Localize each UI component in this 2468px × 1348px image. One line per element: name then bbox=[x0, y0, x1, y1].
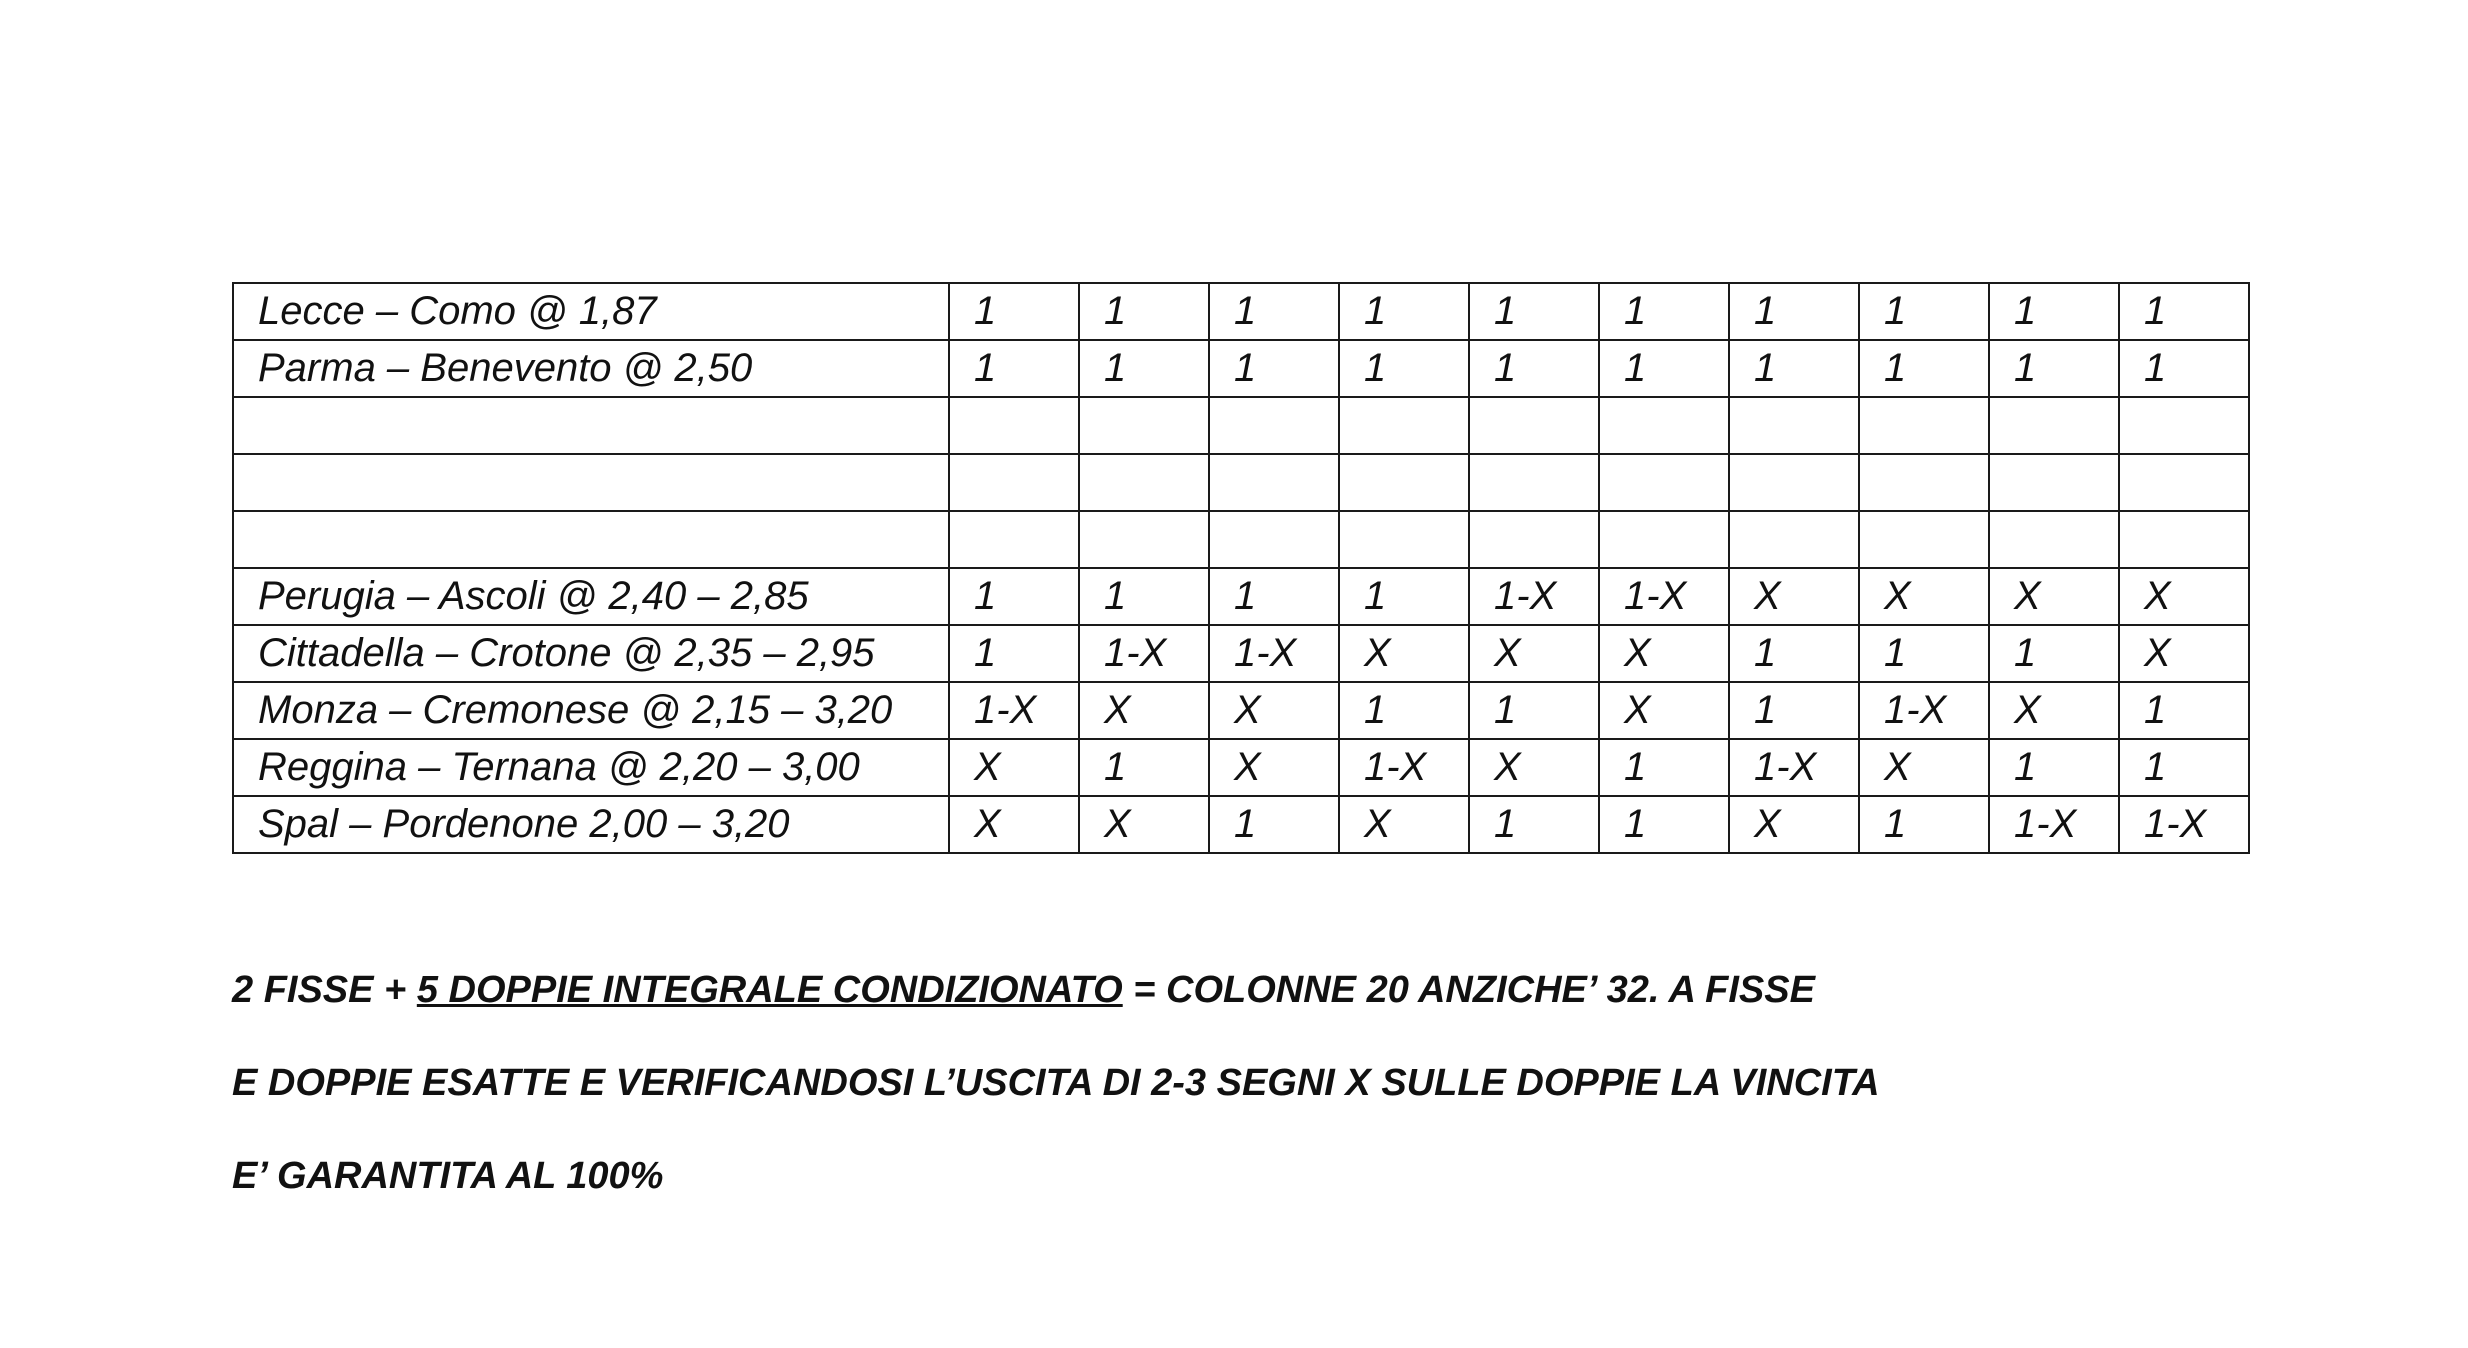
match-cell: Reggina – Ternana @ 2,20 – 3,00 bbox=[233, 739, 949, 796]
sign-cell bbox=[2119, 397, 2249, 454]
sign-cell: 1 bbox=[1859, 625, 1989, 682]
sign-cell bbox=[1339, 454, 1469, 511]
sign-cell: X bbox=[1599, 625, 1729, 682]
sign-cell: X bbox=[1079, 682, 1209, 739]
sign-cell bbox=[1729, 454, 1859, 511]
table-row bbox=[233, 511, 2249, 568]
sign-cell: X bbox=[1729, 796, 1859, 853]
sign-cell: 1-X bbox=[2119, 796, 2249, 853]
sign-cell: 1 bbox=[949, 283, 1079, 340]
sign-cell: 1 bbox=[2119, 340, 2249, 397]
sign-cell: 1 bbox=[2119, 682, 2249, 739]
sign-cell: 1-X bbox=[1859, 682, 1989, 739]
sign-cell: 1 bbox=[1599, 796, 1729, 853]
note-line-1-underlined: 5 DOPPIE INTEGRALE CONDIZIONATO bbox=[416, 969, 1123, 1011]
sign-cell bbox=[1079, 511, 1209, 568]
note-line-1-start: 2 FISSE + bbox=[232, 969, 417, 1011]
sign-cell: 1 bbox=[1469, 340, 1599, 397]
sign-cell: 1 bbox=[1599, 283, 1729, 340]
sign-cell: X bbox=[1989, 682, 2119, 739]
sign-cell: X bbox=[1469, 739, 1599, 796]
match-cell bbox=[233, 397, 949, 454]
sign-cell bbox=[1989, 454, 2119, 511]
sign-cell bbox=[1339, 397, 1469, 454]
sign-cell: X bbox=[949, 739, 1079, 796]
sign-cell: 1 bbox=[949, 340, 1079, 397]
sign-cell: 1-X bbox=[1599, 568, 1729, 625]
table-row bbox=[233, 454, 2249, 511]
sign-cell: 1 bbox=[1989, 739, 2119, 796]
sign-cell: 1 bbox=[1339, 568, 1469, 625]
sign-cell: 1-X bbox=[1209, 625, 1339, 682]
sign-cell bbox=[949, 454, 1079, 511]
sign-cell: 1 bbox=[1989, 625, 2119, 682]
sign-cell bbox=[1599, 511, 1729, 568]
sign-cell: 1 bbox=[1079, 340, 1209, 397]
sign-cell: X bbox=[1079, 796, 1209, 853]
table-row bbox=[233, 796, 2249, 853]
sign-cell: 1 bbox=[1859, 340, 1989, 397]
sign-cell: 1 bbox=[949, 625, 1079, 682]
sign-cell bbox=[1859, 454, 1989, 511]
match-cell: Spal – Pordenone 2,00 – 3,20 bbox=[233, 796, 949, 853]
sign-cell: X bbox=[949, 796, 1079, 853]
match-cell: Cittadella – Crotone @ 2,35 – 2,95 bbox=[233, 625, 949, 682]
sign-cell: 1 bbox=[1209, 796, 1339, 853]
sign-cell: X bbox=[2119, 568, 2249, 625]
sign-cell: 1-X bbox=[1339, 739, 1469, 796]
sign-cell: 1 bbox=[1469, 796, 1599, 853]
sign-cell bbox=[1469, 511, 1599, 568]
sign-cell bbox=[1859, 397, 1989, 454]
sign-cell bbox=[1729, 397, 1859, 454]
sign-cell bbox=[1209, 511, 1339, 568]
betting-schedule-table bbox=[232, 282, 2250, 854]
match-cell: Monza – Cremonese @ 2,15 – 3,20 bbox=[233, 682, 949, 739]
sign-cell: 1 bbox=[1989, 340, 2119, 397]
sign-cell bbox=[1989, 397, 2119, 454]
sign-cell bbox=[949, 397, 1079, 454]
sign-cell: 1-X bbox=[1079, 625, 1209, 682]
sign-cell bbox=[1599, 397, 1729, 454]
sign-cell: 1 bbox=[1989, 283, 2119, 340]
table-row bbox=[233, 682, 2249, 739]
sign-cell: 1 bbox=[2119, 739, 2249, 796]
sign-cell: X bbox=[1859, 568, 1989, 625]
sign-cell: 1 bbox=[1339, 283, 1469, 340]
table-row bbox=[233, 283, 2249, 340]
note-line-3: E’ GARANTITA AL 100% bbox=[232, 1155, 664, 1197]
match-cell: Perugia – Ascoli @ 2,40 – 2,85 bbox=[233, 568, 949, 625]
sign-cell: X bbox=[1469, 625, 1599, 682]
sign-cell: X bbox=[1859, 739, 1989, 796]
table-row bbox=[233, 340, 2249, 397]
note-line-1-end: = COLONNE 20 ANZICHE’ 32. A FISSE bbox=[1122, 969, 1815, 1011]
sign-cell: 1 bbox=[1079, 568, 1209, 625]
sign-cell: X bbox=[1729, 568, 1859, 625]
sign-cell: 1-X bbox=[949, 682, 1079, 739]
sign-cell bbox=[1079, 397, 1209, 454]
sign-cell: 1 bbox=[1859, 283, 1989, 340]
sign-cell: 1 bbox=[1729, 682, 1859, 739]
sign-cell: 1 bbox=[1079, 283, 1209, 340]
sign-cell: X bbox=[1989, 568, 2119, 625]
sign-cell: 1 bbox=[2119, 283, 2249, 340]
sign-cell: 1 bbox=[1859, 796, 1989, 853]
sign-cell: 1 bbox=[1599, 739, 1729, 796]
sign-cell: 1 bbox=[1209, 283, 1339, 340]
sign-cell: X bbox=[1209, 682, 1339, 739]
sign-cell bbox=[2119, 511, 2249, 568]
sign-cell: 1-X bbox=[1729, 739, 1859, 796]
sign-cell: 1 bbox=[1339, 682, 1469, 739]
sign-cell: 1 bbox=[1599, 340, 1729, 397]
table-row bbox=[233, 568, 2249, 625]
note-line-2: E DOPPIE ESATTE E VERIFICANDOSI L’USCITA DI 2-3 SEGNI X SULLE DOPPIE LA VINCITA bbox=[232, 1062, 1880, 1104]
match-cell bbox=[233, 511, 949, 568]
sign-cell: X bbox=[1339, 796, 1469, 853]
match-cell: Parma – Benevento @ 2,50 bbox=[233, 340, 949, 397]
system-note bbox=[232, 960, 2132, 1239]
sign-cell bbox=[2119, 454, 2249, 511]
sign-cell: 1 bbox=[1469, 283, 1599, 340]
sign-cell bbox=[1469, 454, 1599, 511]
sign-cell: X bbox=[1599, 682, 1729, 739]
sign-cell: 1 bbox=[1079, 739, 1209, 796]
sign-cell: 1 bbox=[949, 568, 1079, 625]
note-line-1 bbox=[232, 960, 2132, 1053]
sign-cell: 1 bbox=[1339, 340, 1469, 397]
sign-cell: 1 bbox=[1209, 340, 1339, 397]
sign-cell bbox=[1079, 454, 1209, 511]
sign-cell: 1 bbox=[1729, 340, 1859, 397]
sign-cell: 1 bbox=[1729, 283, 1859, 340]
table-row bbox=[233, 739, 2249, 796]
sign-cell bbox=[1469, 397, 1599, 454]
sign-cell: 1-X bbox=[1469, 568, 1599, 625]
match-cell bbox=[233, 454, 949, 511]
match-cell: Lecce – Como @ 1,87 bbox=[233, 283, 949, 340]
sign-cell bbox=[1859, 511, 1989, 568]
sign-cell: 1-X bbox=[1989, 796, 2119, 853]
sign-cell: 1 bbox=[1469, 682, 1599, 739]
sign-cell bbox=[1599, 454, 1729, 511]
sign-cell bbox=[1989, 511, 2119, 568]
sign-cell bbox=[1209, 397, 1339, 454]
sign-cell: 1 bbox=[1209, 568, 1339, 625]
sign-cell: 1 bbox=[1729, 625, 1859, 682]
sign-cell bbox=[1339, 511, 1469, 568]
sign-cell: X bbox=[1209, 739, 1339, 796]
sign-cell: X bbox=[2119, 625, 2249, 682]
table-body bbox=[233, 283, 2249, 853]
sign-cell bbox=[949, 511, 1079, 568]
table-row bbox=[233, 625, 2249, 682]
sign-cell bbox=[1729, 511, 1859, 568]
sign-cell: X bbox=[1339, 625, 1469, 682]
sign-cell bbox=[1209, 454, 1339, 511]
table-row bbox=[233, 397, 2249, 454]
